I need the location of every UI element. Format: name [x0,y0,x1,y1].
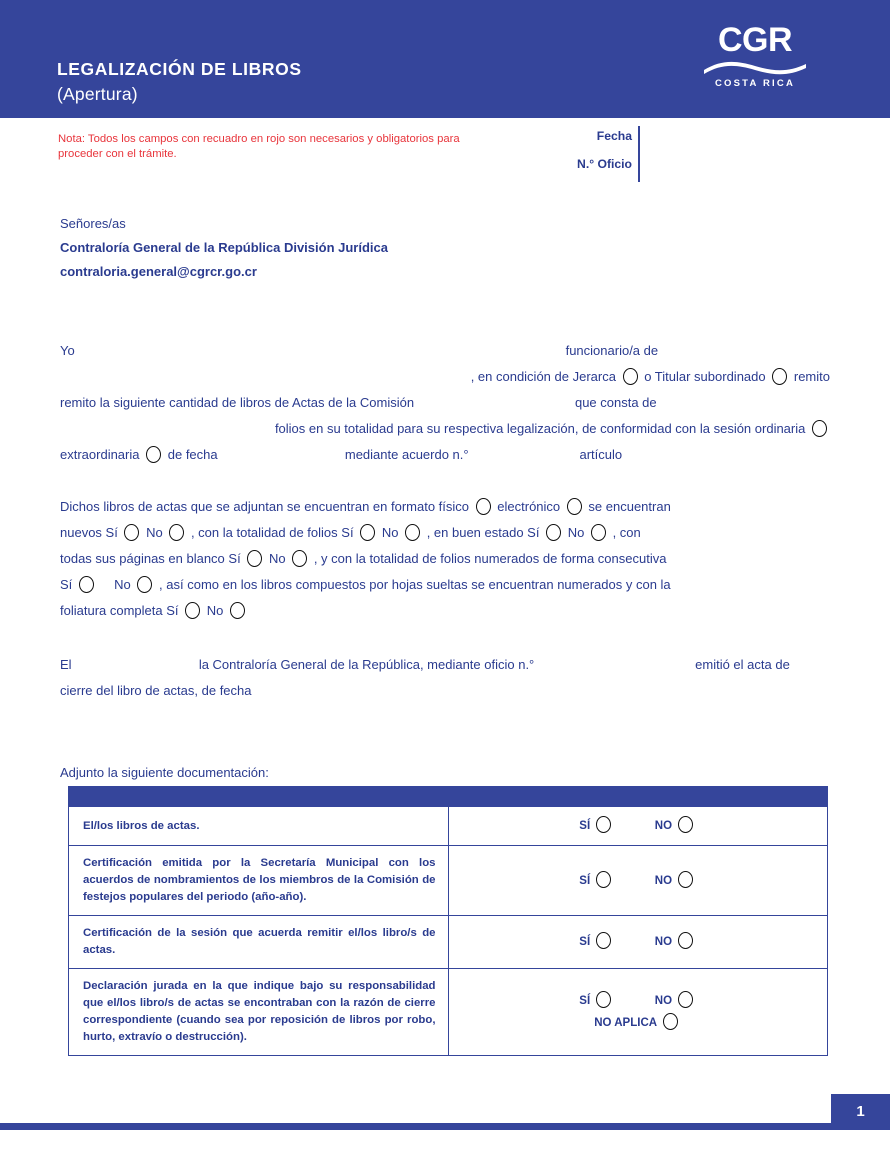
no-label: NO [654,874,673,887]
p2-l4c: , así como en los libros compuestos por hojas sueltas se encuentran numerados y con la [159,577,671,592]
p2-l2b: No [146,525,163,540]
footer-rule [0,1123,890,1130]
fecha-oficio-block [520,126,650,182]
table-row [69,969,828,1056]
table-body [69,807,828,1056]
logo-letters: CGR [717,21,793,59]
radio-row4-no[interactable] [678,991,693,1008]
radio-consecutiva-si[interactable] [79,576,94,593]
addressee-line-1: Señores/as [60,216,126,231]
table-head [69,787,828,807]
p2-l1b: electrónico [497,499,561,514]
p3-el: El [60,657,72,672]
row-label-libros-actas: El/los libros de actas. [69,807,449,846]
row-label-declaracion-jurada: Declaración jurada en la que indique bajo su responsabilidad que el/los libro/s de actas se encontraban con la razón de cierre correspondiente (cuando sea por reposición de libros por robo, hurto, extravío o destrucción). [69,969,449,1056]
radio-nuevos-si[interactable] [124,524,139,541]
radio-jerarca[interactable] [623,368,638,385]
radio-titular-subordinado[interactable] [772,368,787,385]
radio-totalidad-folios-si[interactable] [360,524,375,541]
p1-extraordinaria: extraordinaria [60,447,140,462]
page-header-band [0,0,890,118]
p2-l2c: , con la totalidad de folios Sí [190,525,354,540]
p2-line-4 [60,572,830,598]
radio-buen-estado-si[interactable] [546,524,561,541]
no-label: NO [654,995,673,1007]
table-row [69,916,828,969]
red-note: Nota: Todos los campos con recuadro en rojo son necesarios y obligatorios para proceder con el trámite. [58,133,460,160]
p1-line-5 [60,442,830,468]
p1-line-2 [60,364,830,390]
p2-l2a: nuevos Sí [60,525,118,540]
radio-foliatura-no[interactable] [230,602,245,619]
p2-l2g: , con [612,525,641,540]
no-label: NO [654,936,673,948]
p2-l3c: , y con la totalidad de folios numerados de forma consecutiva [313,551,667,566]
p1-articulo: artículo [579,447,623,462]
page-number: 1 [831,1094,890,1130]
row-label-certificacion-sesion: Certificación de la sesión que acuerda remitir el/los libro/s de actas. [69,916,449,969]
no-aplica-label: NO APLICA [594,1017,658,1029]
radio-row3-no[interactable] [678,932,693,949]
option-line-no-aplica [455,1012,822,1034]
radio-nuevos-no[interactable] [169,524,184,541]
paragraph-acta-cierre [60,652,830,704]
addressee-email: contraloria.general@cgrcr.go.cr [60,264,257,279]
row-options-declaracion-jurada [448,969,828,1056]
radio-sesion-ordinaria[interactable] [812,420,827,437]
radio-row3-si[interactable] [596,932,611,949]
p1-yo: Yo [60,343,75,358]
radio-paginas-blanco-si[interactable] [247,550,262,567]
p3-cierre: cierre del libro de actas, de fecha [60,683,252,698]
wave-icon [703,59,807,77]
p2-line-3 [60,546,830,572]
si-label: SÍ [579,820,591,832]
p2-line-1 [60,494,830,520]
p2-l3a: todas sus páginas en blanco Sí [60,551,241,566]
documentacion-table [68,786,828,1056]
radio-formato-electronico[interactable] [567,498,582,515]
p3-emitio: emitió el acta de [695,657,790,672]
table-row [69,846,828,916]
radio-row1-si[interactable] [596,816,611,833]
option-line [455,931,822,953]
radio-totalidad-folios-no[interactable] [405,524,420,541]
p1-remito-line: remito la siguiente cantidad de libros de Actas de la Comisión [60,395,415,410]
si-label: SÍ [579,874,591,887]
p1-folios-line: folios en su totalidad para su respectiva legalización, de conformidad con la sesión ordinaria [274,421,806,436]
radio-buen-estado-no[interactable] [591,524,606,541]
p1-de-fecha: de fecha [167,447,218,462]
p2-l2e: , en buen estado Sí [426,525,540,540]
radio-paginas-blanco-no[interactable] [292,550,307,567]
p2-l4b: No [114,577,131,592]
radio-consecutiva-no[interactable] [137,576,152,593]
si-label: SÍ [579,995,591,1007]
p3-line-2 [60,678,830,704]
page-title-sub: (Apertura) [57,84,138,104]
row-options-libros-actas [448,807,828,846]
radio-row2-no[interactable] [678,871,693,888]
radio-row2-si[interactable] [596,871,611,888]
table-header-row [69,787,828,807]
p2-line-2 [60,520,830,546]
p1-funcionario: funcionario/a de [565,343,659,358]
fecha-divider [638,126,640,182]
radio-row1-no[interactable] [678,816,693,833]
p2-line-5 [60,598,830,624]
fecha-label: Fecha [596,129,632,143]
no-label: NO [654,820,673,832]
p2-l3b: No [268,551,286,566]
table-header-cell [69,787,828,807]
p1-en-condicion: , en condición de Jerarca [470,369,616,384]
radio-formato-fisico[interactable] [476,498,491,515]
p1-mediante-acuerdo: mediante acuerdo n.° [344,447,469,462]
p2-l2d: No [381,525,399,540]
p2-l5b: No [206,603,224,618]
p3-line-1 [60,652,830,678]
p1-line-4 [60,416,830,442]
p2-l4a: Sí [60,577,73,592]
page-title [57,32,302,132]
radio-sesion-extraordinaria[interactable] [146,446,161,463]
page-title-main: LEGALIZACIÓN DE LIBROS [57,59,302,79]
radio-foliatura-si[interactable] [185,602,200,619]
p1-o-titular: o Titular subordinado [644,369,766,384]
radio-row4-si[interactable] [596,991,611,1008]
oficio-label: N.° Oficio [577,157,632,171]
row-options-certificacion-sesion [448,916,828,969]
p2-l5a: foliatura completa Sí [60,603,179,618]
addressee-line-2: Contraloría General de la República División Jurídica [60,240,388,255]
option-line [455,870,822,892]
row-options-certificacion-secretaria [448,846,828,916]
p1-que-consta: que consta de [574,395,657,410]
cgr-logo [700,22,810,89]
option-line [455,990,822,1012]
p2-l1a: Dichos libros de actas que se adjuntan se encuentran en formato físico [60,499,470,514]
p3-contraloria: la Contraloría General de la República, mediante oficio n.° [198,657,535,672]
option-line [455,815,822,837]
p2-l1c: se encuentran [588,499,671,514]
addressee-block [60,212,388,284]
paragraph-declaracion [60,338,830,468]
paragraph-condiciones [60,494,830,624]
p4-adjunto: Adjunto la siguiente documentación: [60,765,269,780]
paragraph-adjunto [60,760,830,786]
si-label: SÍ [579,936,591,948]
table-row [69,807,828,846]
row-label-certificacion-secretaria: Certificación emitida por la Secretaría Municipal con los acuerdos de nombramientos de los miembros de la Comisión de festejos populares del periodo (año-año). [69,846,449,916]
p1-remito-end: remito [793,369,830,384]
p2-l2f: No [567,525,585,540]
p1-line-3 [60,390,830,416]
radio-row4-no-aplica[interactable] [663,1013,678,1030]
p1-line-1 [60,338,830,364]
logo-country: COSTA RICA [714,78,796,89]
